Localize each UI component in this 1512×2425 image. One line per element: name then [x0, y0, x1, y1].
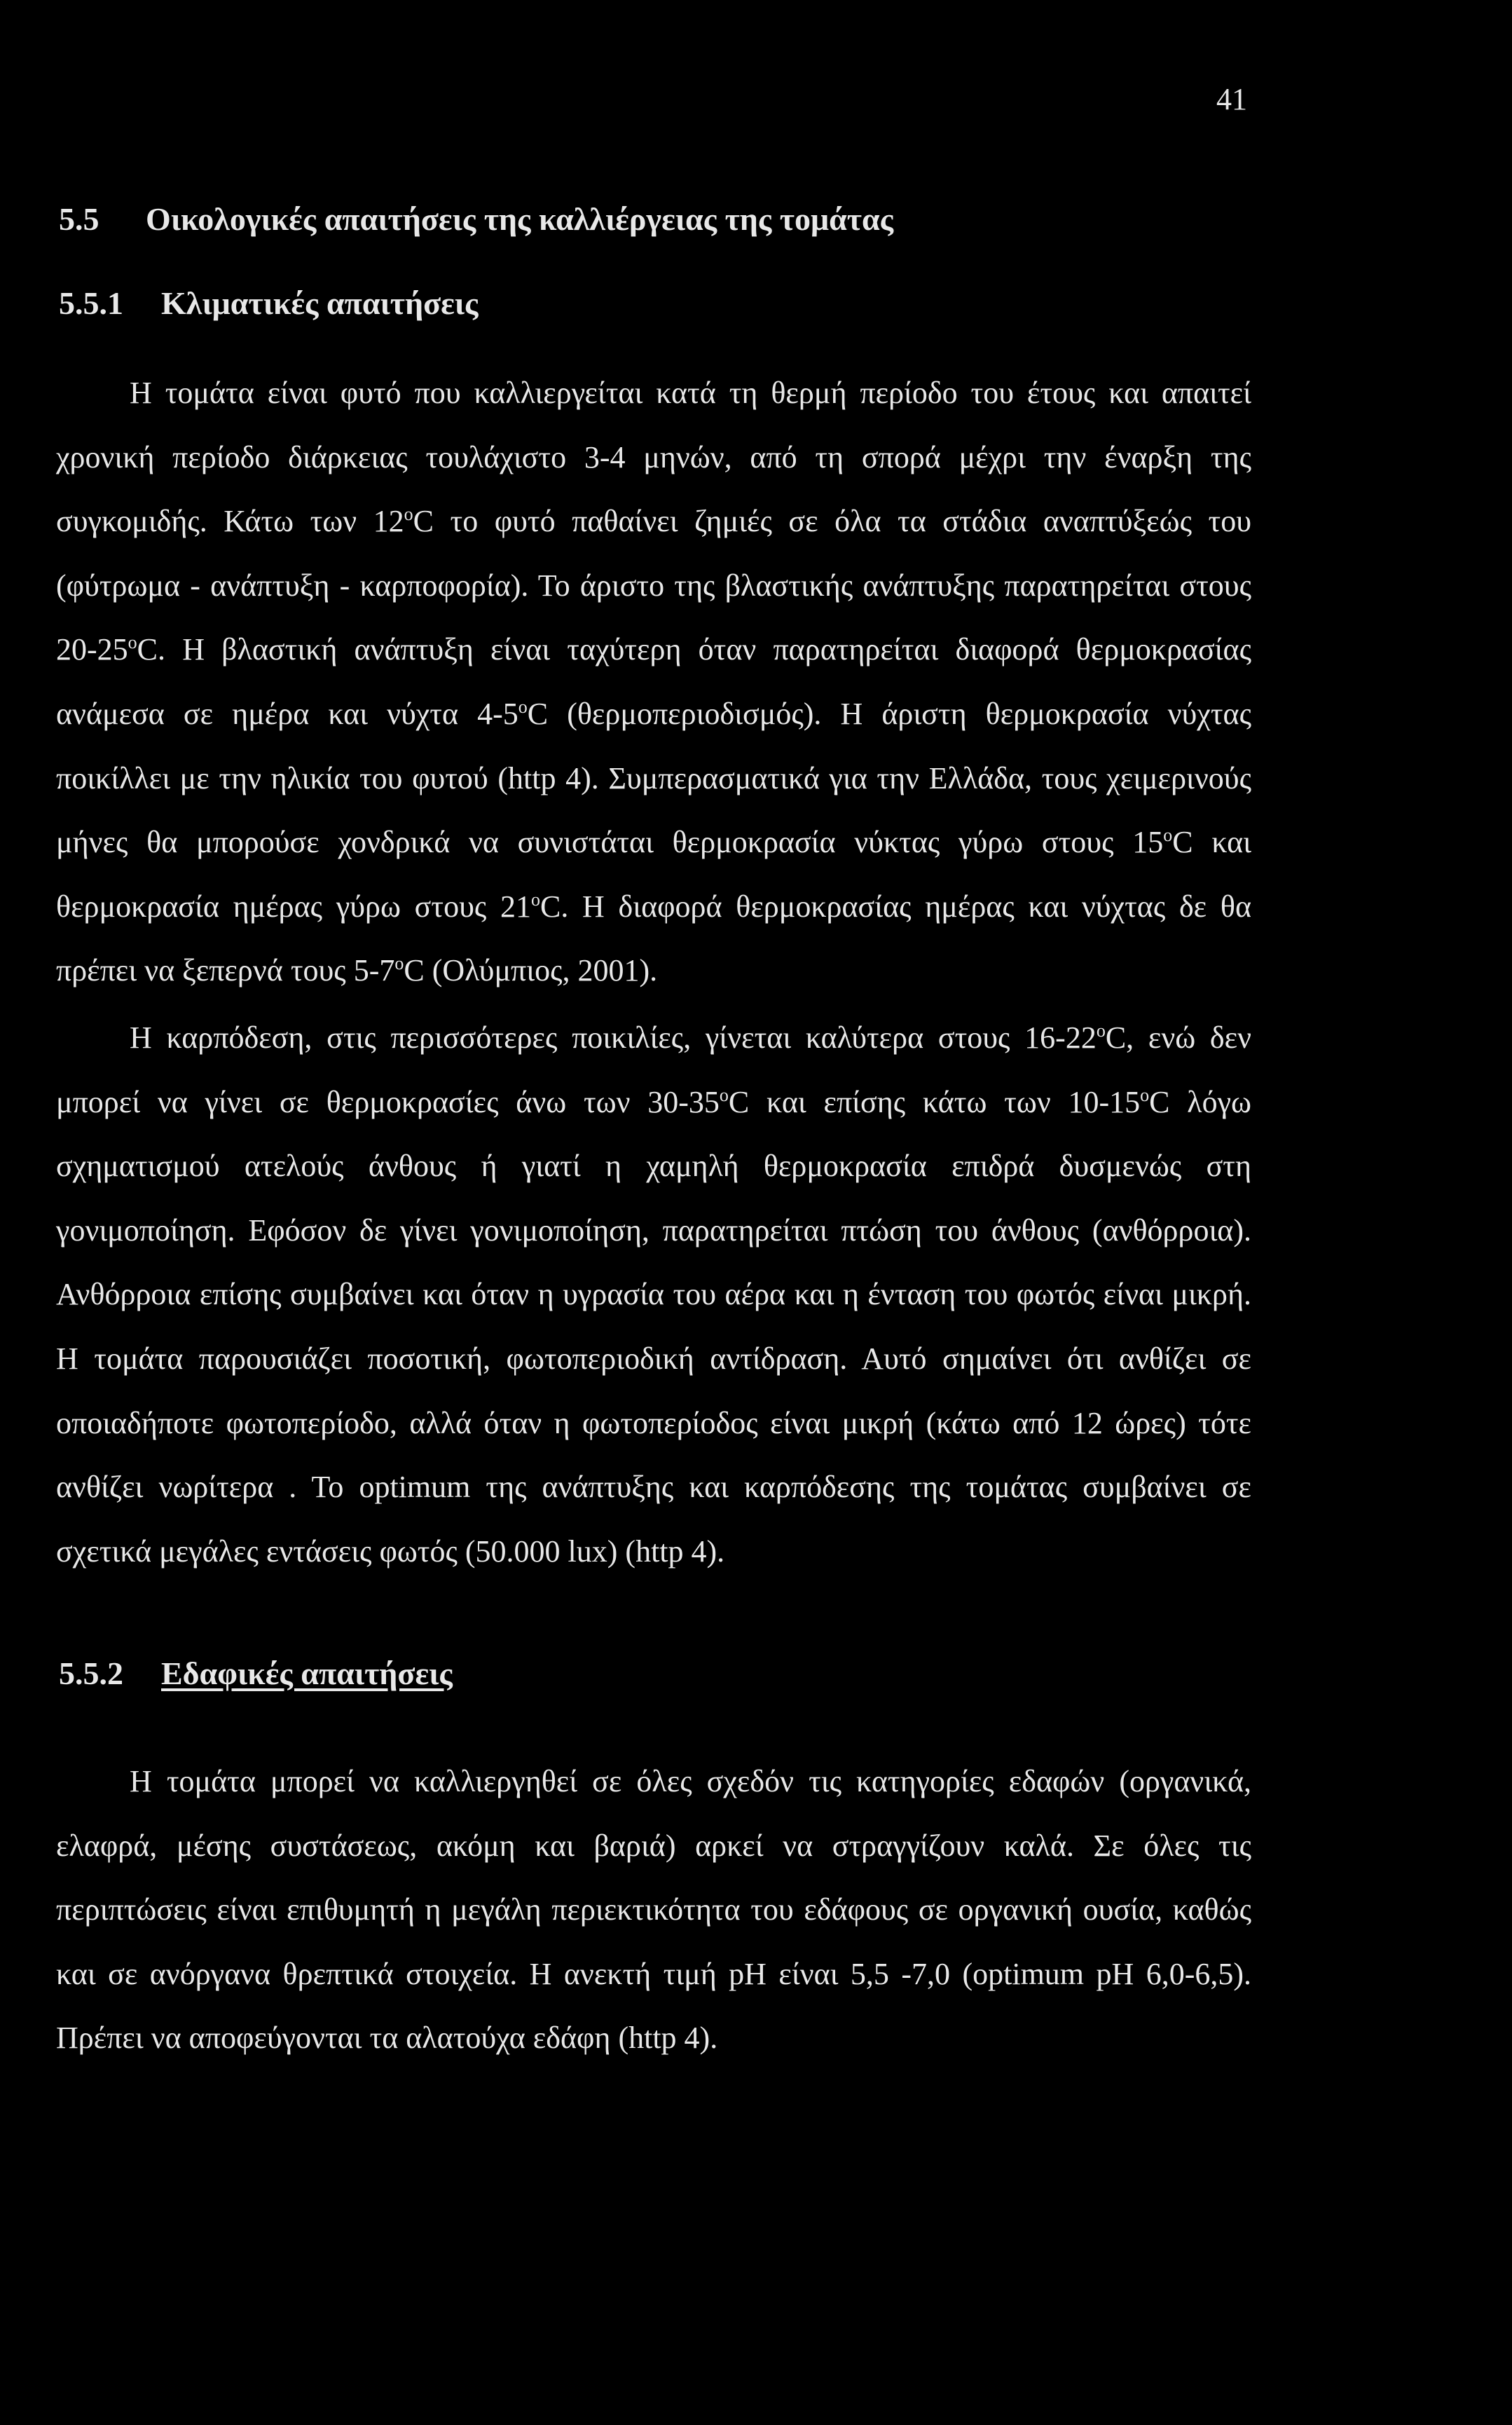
- section-number: 5.5.2: [59, 1655, 123, 1691]
- degree-sup: o: [1096, 1020, 1106, 1041]
- text-run: C. Η διαφορά θερμοκρασίας ημέρας και νύχτας δε θα πρέπει να ξεπερνά τους 5-7: [56, 889, 1251, 988]
- degree-sup: o: [1163, 825, 1173, 846]
- section-title: Κλιματικές απαιτήσεις: [161, 285, 479, 321]
- section-title: Εδαφικές απαιτήσεις: [161, 1655, 453, 1691]
- degree-sup: o: [1140, 1084, 1150, 1105]
- paragraph-climate-temperature: [56, 361, 1251, 1003]
- paragraph-fruit-set: [56, 1006, 1251, 1583]
- text-run: Η τομάτα μπορεί να καλλιεργηθεί σε όλες σχεδόν τις κατηγορίες εδαφών (οργανικά, ελαφρά, μέσης συστάσεως, ακόμη και βαριά) αρκεί να στραγγίζουν καλά. Σε όλες τις περιπτώσεις είναι επιθυμητή η μεγάλη περιεκτικότητα του εδάφους σε οργανική ουσία, καθώς και σε ανόργανα θρεπτικά στοιχεία. Η ανεκτή τιμή pH είναι 5,5 -7,0 (optimum pH 6,0-6,5). Πρέπει να αποφεύγονται τα αλατούχα εδάφη (http 4).: [56, 1764, 1251, 2056]
- text-run: C, ενώ δεν μπορεί να γίνει σε θερμοκρασίες άνω των 30-35: [56, 1020, 1251, 1119]
- text-run: C και θερμοκρασία ημέρας γύρω στους 21: [56, 825, 1252, 924]
- section-title: Οικολογικές απαιτήσεις της καλλιέργειας της τομάτας: [146, 201, 894, 237]
- degree-sup: o: [394, 953, 404, 974]
- section-heading-5-5-1: [59, 287, 478, 320]
- section-number: 5.5.1: [59, 285, 123, 321]
- degree-sup: o: [128, 632, 137, 653]
- degree-sup: o: [719, 1084, 729, 1105]
- text-run: C λόγω σχηματισμού ατελούς άνθους ή γιατί η χαμηλή θερμοκρασία επιδρά δυσμενώς στη γονιμοποίηση. Εφόσον δε γίνει γονιμοποίηση, παρατηρείται πτώση του άνθους (ανθόρροια). Ανθόρροια επίσης συμβαίνει και όταν η υγρασία του αέρα και η ένταση του φωτός είναι μικρή. Η τομάτα παρουσιάζει ποσοτική, φωτοπεριοδική αντίδραση. Αυτό σημαίνει ότι ανθίζει σε οποιαδήποτε φωτοπερίοδο, αλλά όταν η φωτοπερίοδος είναι μικρή (κάτω από 12 ώρες) τότε ανθίζει νωρίτερα . Το optimum της ανάπτυξης και καρπόδεσης της τομάτας συμβαίνει σε σχετικά μεγάλες εντάσεις φωτός (50.000 lux) (http 4).: [56, 1084, 1251, 1569]
- section-number: 5.5: [59, 201, 99, 237]
- section-heading-5-5: [59, 203, 893, 235]
- degree-sup: o: [404, 504, 413, 525]
- text-run: C (θερμοπεριοδισμός). Η άριστη θερμοκρασία νύχτας ποικίλλει με την ηλικία του φυτού (http 4). Συμπερασματικά για την Ελλάδα, τους χειμερινούς μήνες θα μπορούσε χονδρικά να συνιστάται θερμοκρασία νύκτας γύρω στους 15: [56, 696, 1251, 860]
- paragraph-soil-requirements: [56, 1749, 1251, 2070]
- text-run: Η καρπόδεση, στις περισσότερες ποικιλίες, γίνεται καλύτερα στους 16-22: [130, 1020, 1097, 1055]
- text-run: Η τομάτα είναι φυτό που καλλιεργείται κατά τη θερμή περίοδο του έτους και απαιτεί χρονική περίοδο διάρκειας τουλάχιστο 3-4 μηνών, από τη σπορά μέχρι την έναρξη της συγκομιδής. Κάτω των 12: [56, 376, 1251, 539]
- text-run: C (Ολύμπιος, 2001).: [404, 953, 658, 988]
- text-run: C και επίσης κάτω των 10-15: [728, 1084, 1141, 1119]
- section-heading-5-5-2: [59, 1655, 453, 1691]
- degree-sup: o: [518, 696, 528, 717]
- text-run: C. Η βλαστική ανάπτυξη είναι ταχύτερη όταν παρατηρείται διαφορά θερμοκρασίας ανάμεσα σε ημέρα και νύχτα 4-5: [56, 632, 1251, 731]
- page-number: 41: [1216, 82, 1247, 116]
- text-run: C το φυτό παθαίνει ζημιές σε όλα τα στάδια αναπτύξεώς του (φύτρωμα - ανάπτυξη - καρποφορία). Το άριστο της βλαστικής ανάπτυξης παρατηρείται στους 20-25: [56, 504, 1251, 667]
- degree-sup: o: [530, 889, 540, 910]
